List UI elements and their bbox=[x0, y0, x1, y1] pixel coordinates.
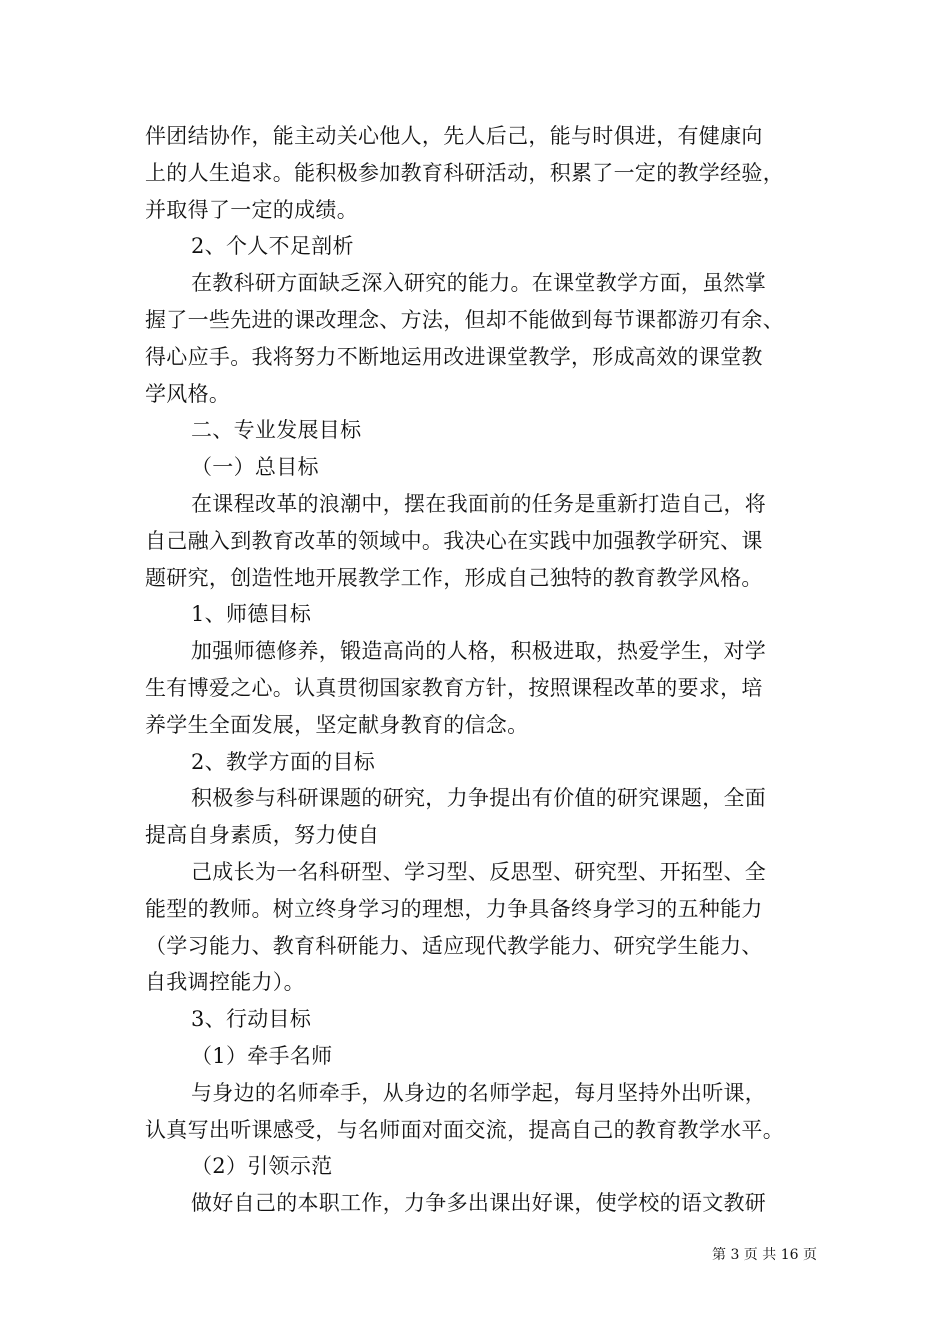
text-line: 生有博爱之心。认真贯彻国家教育方针，按照课程改革的要求，培 bbox=[145, 675, 763, 700]
text-line: 题研究，创造性地开展教学工作，形成自己独特的教育教学风格。 bbox=[145, 565, 763, 590]
text-line: 二、专业发展目标 bbox=[191, 418, 362, 443]
text-line: 伴团结协作，能主动关心他人，先人后己，能与时俱进，有健康向 bbox=[145, 124, 763, 148]
text-line: 自己融入到教育改革的领域中。我决心在实践中加强教学研究、课 bbox=[145, 528, 763, 553]
text-line: 在课程改革的浪潮中，摆在我面前的任务是重新打造自己，将 bbox=[191, 491, 767, 516]
text-line: 己成长为一名科研型、学习型、反思型、研究型、开拓型、全 bbox=[191, 859, 767, 884]
text-line: 认真写出听课感受，与名师面对面交流，提高自己的教育教学水平。 bbox=[145, 1117, 784, 1142]
text-line: （一）总目标 bbox=[191, 455, 319, 480]
text-line: 2、个人不足剖析 bbox=[191, 234, 354, 259]
document-body bbox=[145, 118, 825, 1222]
text-line: 得心应手。我将努力不断地运用改进课堂教学，形成高效的课堂教 bbox=[145, 344, 763, 369]
text-line: 在教科研方面缺乏深入研究的能力。在课堂教学方面，虽然掌 bbox=[191, 271, 767, 296]
page-number: 第 3 页 共 16 页 bbox=[712, 1247, 817, 1263]
text-line: 能型的教师。树立终身学习的理想，力争具备终身学习的五种能力 bbox=[145, 896, 763, 921]
text-line: 1、师德目标 bbox=[191, 602, 312, 627]
text-line: 上的人生追求。能积极参加教育科研活动，积累了一定的教学经验， bbox=[145, 160, 784, 185]
text-line: （学习能力、教育科研能力、适应现代教学能力、研究学生能力、 bbox=[145, 933, 763, 958]
text-line: 2、教学方面的目标 bbox=[191, 749, 376, 774]
text-line: 与身边的名师牵手，从身边的名师学起，每月坚持外出听课， bbox=[191, 1080, 767, 1105]
text-line: 提高自身素质，努力使自 bbox=[145, 823, 380, 848]
text-line: 3、行动目标 bbox=[191, 1007, 312, 1032]
text-line: 养学生全面发展，坚定献身教育的信念。 bbox=[145, 712, 529, 737]
text-line: （1）牵手名师 bbox=[191, 1043, 333, 1068]
text-line: 握了一些先进的课改理念、方法，但却不能做到每节课都游刃有余、 bbox=[145, 307, 784, 332]
text-line: 积极参与科研课题的研究，力争提出有价值的研究课题，全面 bbox=[191, 786, 767, 811]
text-line: 并取得了一定的成绩。 bbox=[145, 197, 358, 222]
text-line: 自我调控能力）。 bbox=[145, 970, 305, 995]
text-line: 学风格。 bbox=[145, 381, 231, 406]
text-line: 加强师德修养，锻造高尚的人格，积极进取，热爱学生，对学 bbox=[191, 639, 767, 664]
text-line: （2）引领示范 bbox=[191, 1154, 333, 1179]
text-line: 做好自己的本职工作，力争多出课出好课，使学校的语文教研 bbox=[191, 1191, 767, 1216]
